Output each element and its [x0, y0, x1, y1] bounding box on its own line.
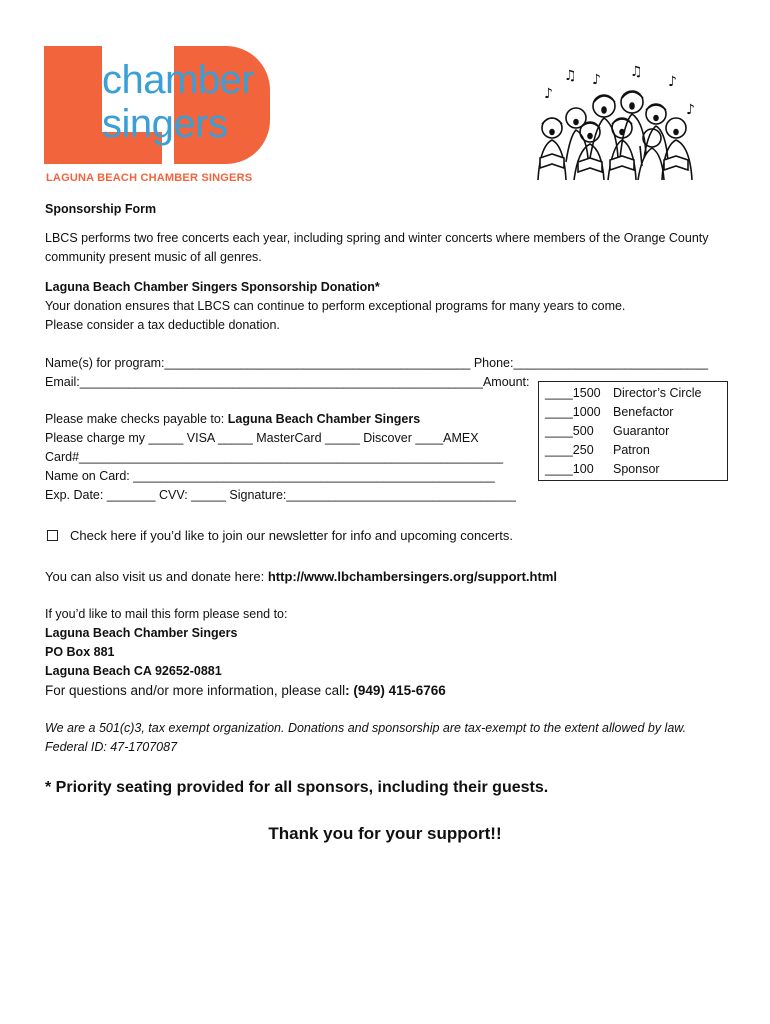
- mail-address-line-3: Laguna Beach CA 92652-0881: [45, 664, 222, 678]
- donation-text-line-1: Your donation ensures that LBCS can continue to perform exceptional programs for many years to come.: [45, 299, 626, 313]
- level-option[interactable]: ____100 Sponsor: [545, 462, 660, 476]
- level-option[interactable]: ____250 Patron: [545, 443, 650, 457]
- logo-word-chamber: chamber: [102, 58, 255, 102]
- priority-seating-note: * Priority seating provided for all sponsors, including their guests.: [45, 779, 549, 796]
- logo-subtitle: LAGUNA BEACH CHAMBER SINGERS: [46, 172, 253, 184]
- support-link[interactable]: http://www.lbchambersingers.org/support.html: [267, 569, 557, 584]
- svg-text:♫: ♫: [564, 68, 577, 84]
- donation-level-box: [538, 381, 728, 481]
- choir-singers-illustration: [530, 62, 705, 182]
- level-option[interactable]: ____1000 Benefactor: [545, 405, 674, 419]
- newsletter-checkbox[interactable]: [47, 530, 58, 541]
- visit-website-text: You can also visit us and donate here: http://www.lbchambersingers.org/support.html: [45, 569, 557, 584]
- svg-text:♪: ♪: [544, 86, 553, 102]
- checks-payable-text: Please make checks payable to: Laguna Beach Chamber Singers: [45, 412, 421, 426]
- svg-text:♪: ♪: [668, 74, 677, 90]
- newsletter-option[interactable]: Check here if you’d like to join our newsletter for info and upcoming concerts.: [47, 526, 513, 545]
- donation-text-line-2: Please consider a tax deductible donation.: [45, 318, 280, 332]
- svg-text:♫: ♫: [630, 64, 643, 80]
- federal-id: Federal ID: 47-1707087: [45, 740, 178, 754]
- organization-logo: [44, 46, 282, 186]
- intro-text-line-2: community present music of all genres.: [45, 250, 262, 264]
- thank-you-message: Thank you for your support!!: [268, 824, 502, 843]
- mail-address-line-2: PO Box 881: [45, 645, 115, 659]
- svg-text:♪: ♪: [686, 102, 695, 118]
- intro-text-line-1: LBCS performs two free concerts each year, including spring and winter concerts where members of the Orange County: [45, 231, 709, 245]
- mail-address-line-1: Laguna Beach Chamber Singers: [45, 626, 238, 640]
- names-phone-field[interactable]: Name(s) for program:____________________________________________ Phone:____________________________: [45, 356, 709, 370]
- level-option[interactable]: ____1500 Director’s Circle: [545, 386, 702, 400]
- donation-heading: Laguna Beach Chamber Singers Sponsorship Donation*: [45, 280, 380, 294]
- mail-intro: If you’d like to mail this form please send to:: [45, 607, 288, 621]
- level-option[interactable]: ____500 Guarantor: [545, 424, 670, 438]
- charge-card-type-field[interactable]: Please charge my _____ VISA _____ MasterCard _____ Discover ____AMEX: [45, 431, 479, 445]
- name-on-card-field[interactable]: Name on Card: ____________________________________________________: [45, 469, 495, 483]
- email-amount-field[interactable]: Email:__________________________________________________________Amount:: [45, 375, 530, 389]
- expiry-cvv-signature-field[interactable]: Exp. Date: _______ CVV: _____ Signature:_________________________________: [45, 488, 516, 502]
- svg-text:♪: ♪: [592, 72, 601, 88]
- logo-word-singers: singers: [102, 102, 228, 146]
- form-title: Sponsorship Form: [45, 202, 157, 216]
- tax-exempt-note: We are a 501(c)3, tax exempt organization. Donations and sponsorship are tax-exempt to the extent allowed by law.: [45, 721, 687, 735]
- card-number-field[interactable]: Card#_____________________________________________________________: [45, 450, 504, 464]
- questions-contact: For questions and/or more information, please call: (949) 415-6766: [45, 683, 446, 698]
